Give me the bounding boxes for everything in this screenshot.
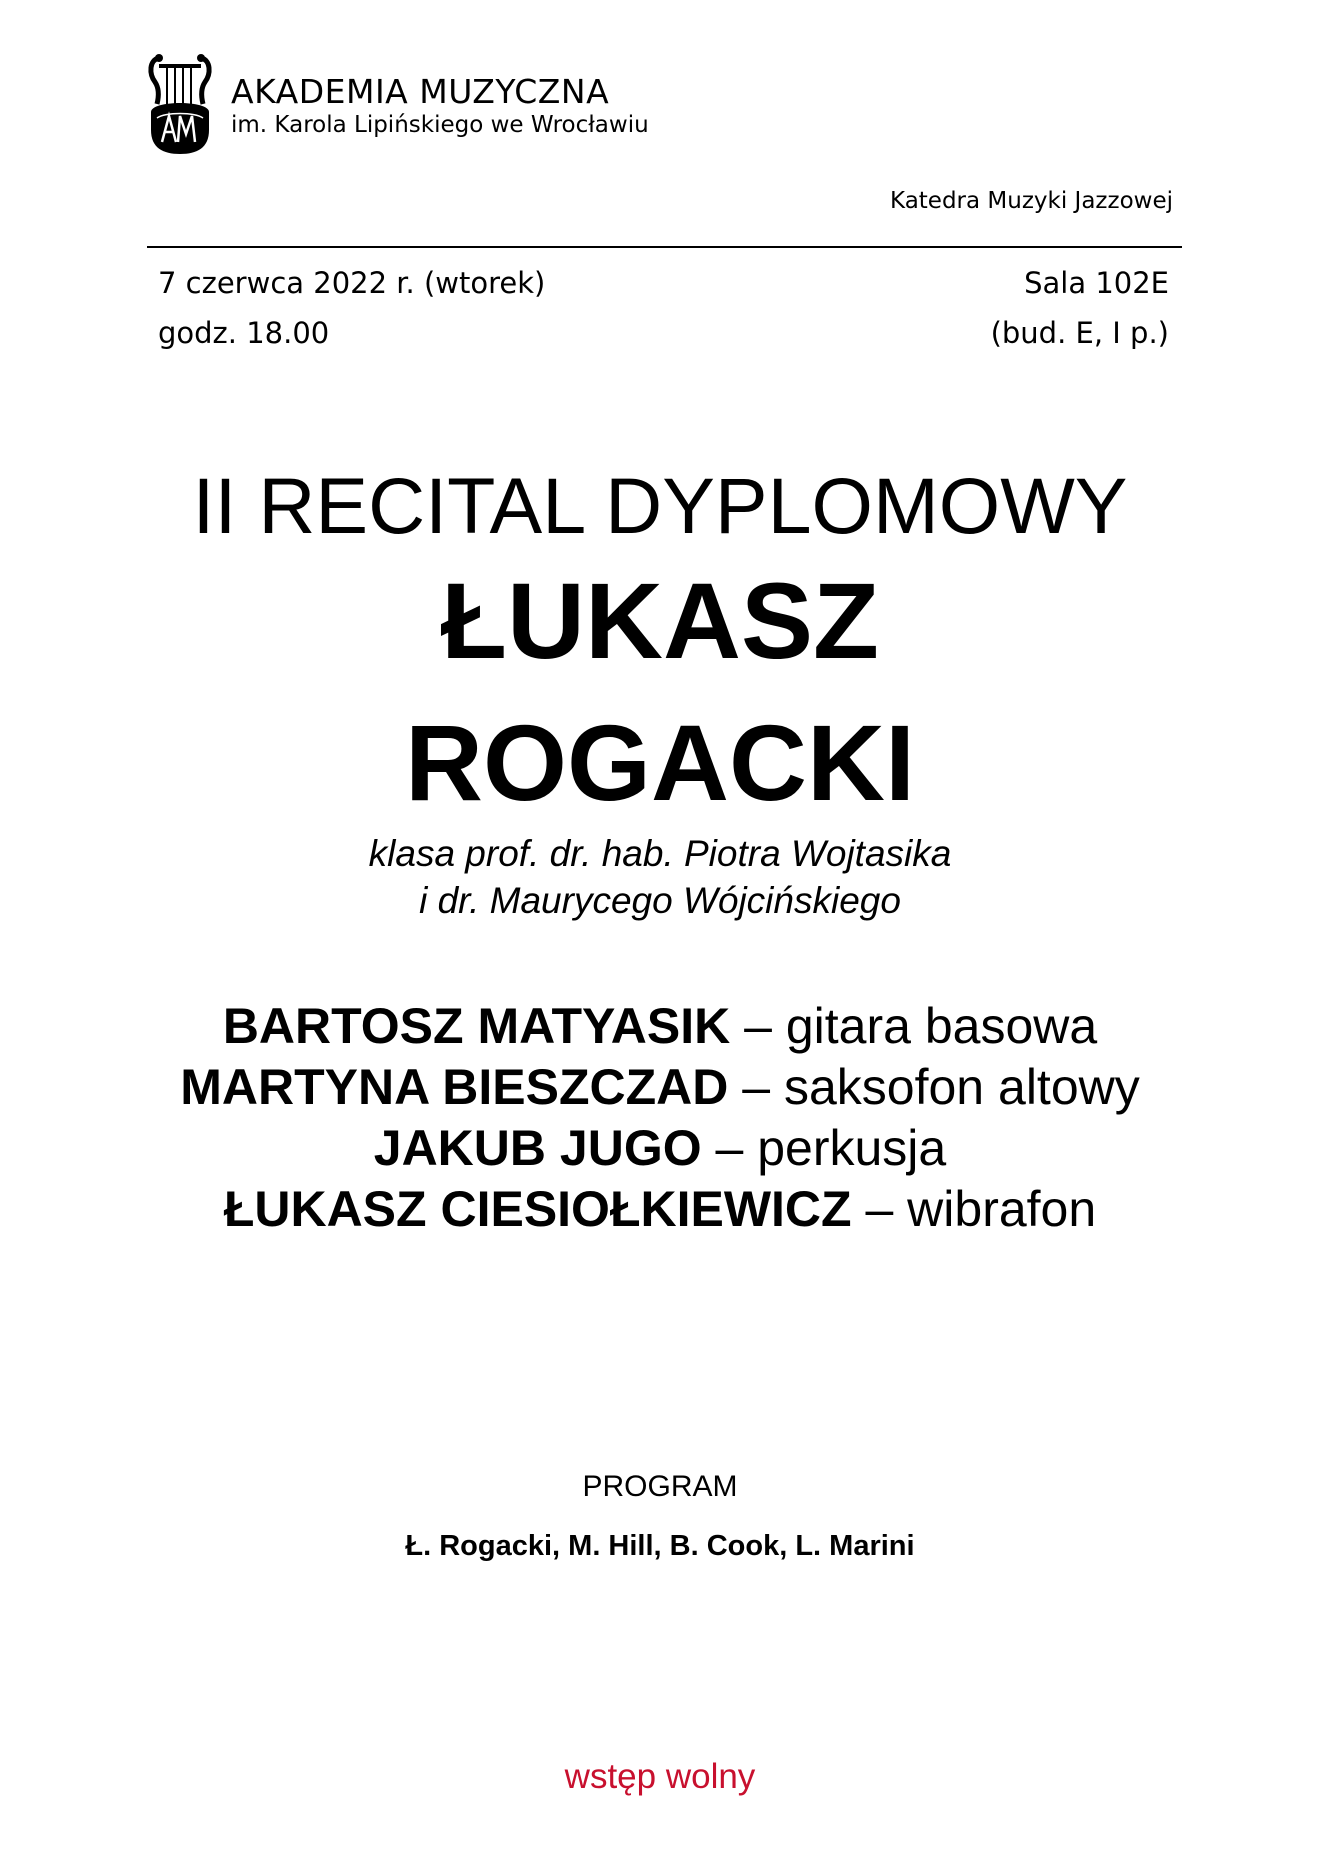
event-date: 7 czerwca 2022 r. (wtorek) <box>158 266 546 300</box>
musician-name: ŁUKASZ CIESIOŁKIEWICZ <box>223 1181 852 1237</box>
header-divider <box>147 246 1182 248</box>
musician-line <box>0 1119 1320 1177</box>
musician-name: BARTOSZ MATYASIK <box>222 998 731 1054</box>
performer-last-name: ROGACKI <box>405 702 915 823</box>
musician-instrument: – wibrafon <box>865 1181 1097 1237</box>
musician-line <box>0 997 1320 1055</box>
lyre-am-emblem-icon <box>145 52 215 156</box>
teacher-class-line-2: i dr. Maurycego Wójcińskiego <box>419 880 901 921</box>
event-time: godz. 18.00 <box>158 316 330 350</box>
recital-title: II RECITAL DYPLOMOWY <box>192 461 1128 550</box>
event-room: Sala 102E <box>1024 266 1169 300</box>
event-building: (bud. E, I p.) <box>990 316 1169 350</box>
teacher-class-line-1: klasa prof. dr. hab. Piotra Wojtasika <box>368 833 952 874</box>
musician-name: MARTYNA BIESZCZAD <box>180 1059 729 1115</box>
institution-subtitle: im. Karola Lipińskiego we Wrocławiu <box>231 112 649 138</box>
musician-line <box>0 1058 1320 1116</box>
program-composers: Ł. Rogacki, M. Hill, B. Cook, L. Marini <box>405 1530 915 1562</box>
institution-name: AKADEMIA MUZYCZNA <box>231 72 610 111</box>
program-heading: PROGRAM <box>582 1470 738 1503</box>
admission-note: wstęp wolny <box>564 1757 756 1796</box>
musician-name: JAKUB JUGO <box>373 1120 702 1176</box>
department-name: Katedra Muzyki Jazzowej <box>890 188 1173 214</box>
musician-instrument: – perkusja <box>715 1120 947 1176</box>
musician-line <box>0 1180 1320 1238</box>
musician-instrument: – gitara basowa <box>744 998 1098 1054</box>
musician-instrument: – saksofon altowy <box>742 1059 1140 1115</box>
performer-first-name: ŁUKASZ <box>441 560 879 681</box>
